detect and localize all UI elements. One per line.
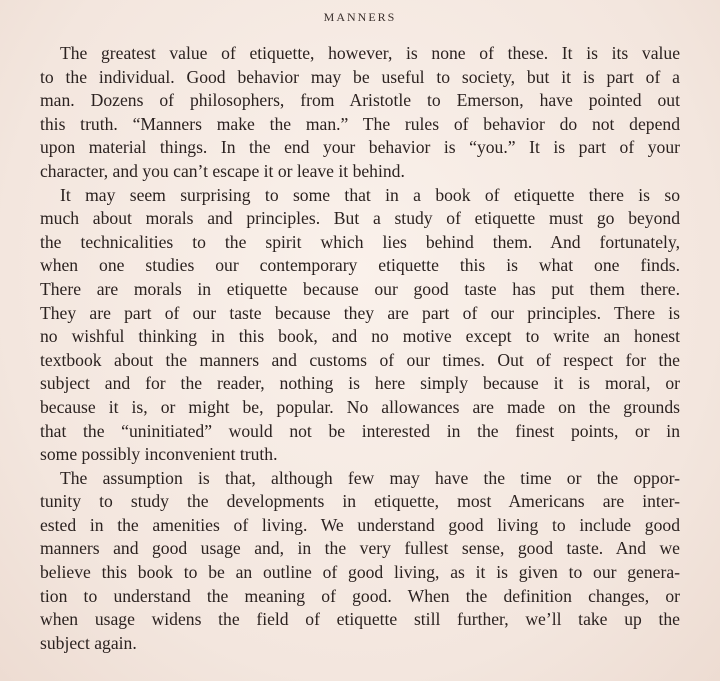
text-line: ested in the amenities of living. We understand good living to include good [40, 514, 680, 535]
paragraph-2 [40, 184, 680, 467]
text-line: believe this book to be an outline of good living, as it is given to our genera- [40, 562, 680, 583]
running-head: MANNERS [323, 10, 397, 24]
text-line: man. Dozens of philosophers, from Aristotle to Emerson, have pointed out [40, 90, 680, 111]
text-line: the technicalities to the spirit which lies behind them. And fortunately, [40, 231, 680, 252]
text-line: It may seem surprising to some that in a book of etiquette there is so [60, 184, 680, 205]
text-line: this truth. “Manners make the man.” The rules of behavior do not depend [40, 113, 680, 134]
text-line: tion to understand the meaning of good. When the definition changes, or [40, 585, 680, 606]
paragraph-3 [40, 467, 680, 656]
text-line: no wishful thinking in this book, and no motive except to write an honest [40, 326, 680, 347]
text-line: subject and for the reader, nothing is here simply because it is moral, or [40, 373, 680, 394]
paragraph-1 [40, 42, 680, 184]
text-line: manners and good usage and, in the very fullest sense, good taste. And we [40, 538, 680, 559]
text-line: that the “uninitiated” would not be interested in the finest points, or in [40, 420, 680, 441]
text-line: The greatest value of etiquette, however, is none of these. It is its value [60, 43, 680, 63]
body-text [40, 42, 680, 655]
text-line: when one studies our contemporary etiquette this is what one finds. [40, 255, 680, 276]
text-line: They are part of our taste because they are part of our principles. There is [40, 302, 680, 323]
text-line: The assumption is that, although few may have the time or the oppor- [60, 467, 680, 488]
text-line: There are morals in etiquette because our good taste has put them there. [40, 278, 680, 299]
text-line: character, and you can’t escape it or leave it behind. [40, 160, 405, 181]
text-line: when usage widens the field of etiquette still further, we’ll take up the [40, 609, 680, 630]
text-line: much about morals and principles. But a study of etiquette must go beyond [40, 208, 680, 229]
text-line: tunity to study the developments in etiquette, most Americans are inter- [40, 491, 680, 512]
text-line: because it is, or might be, popular. No allowances are made on the grounds [40, 396, 680, 417]
text-line: to the individual. Good behavior may be useful to society, but it is part of a [40, 66, 680, 87]
text-line: upon material things. In the end your behavior is “you.” It is part of your [40, 137, 680, 158]
text-line: textbook about the manners and customs of our times. Out of respect for the [40, 349, 680, 370]
text-line: subject again. [40, 632, 137, 653]
text-line: some possibly inconvenient truth. [40, 444, 278, 465]
